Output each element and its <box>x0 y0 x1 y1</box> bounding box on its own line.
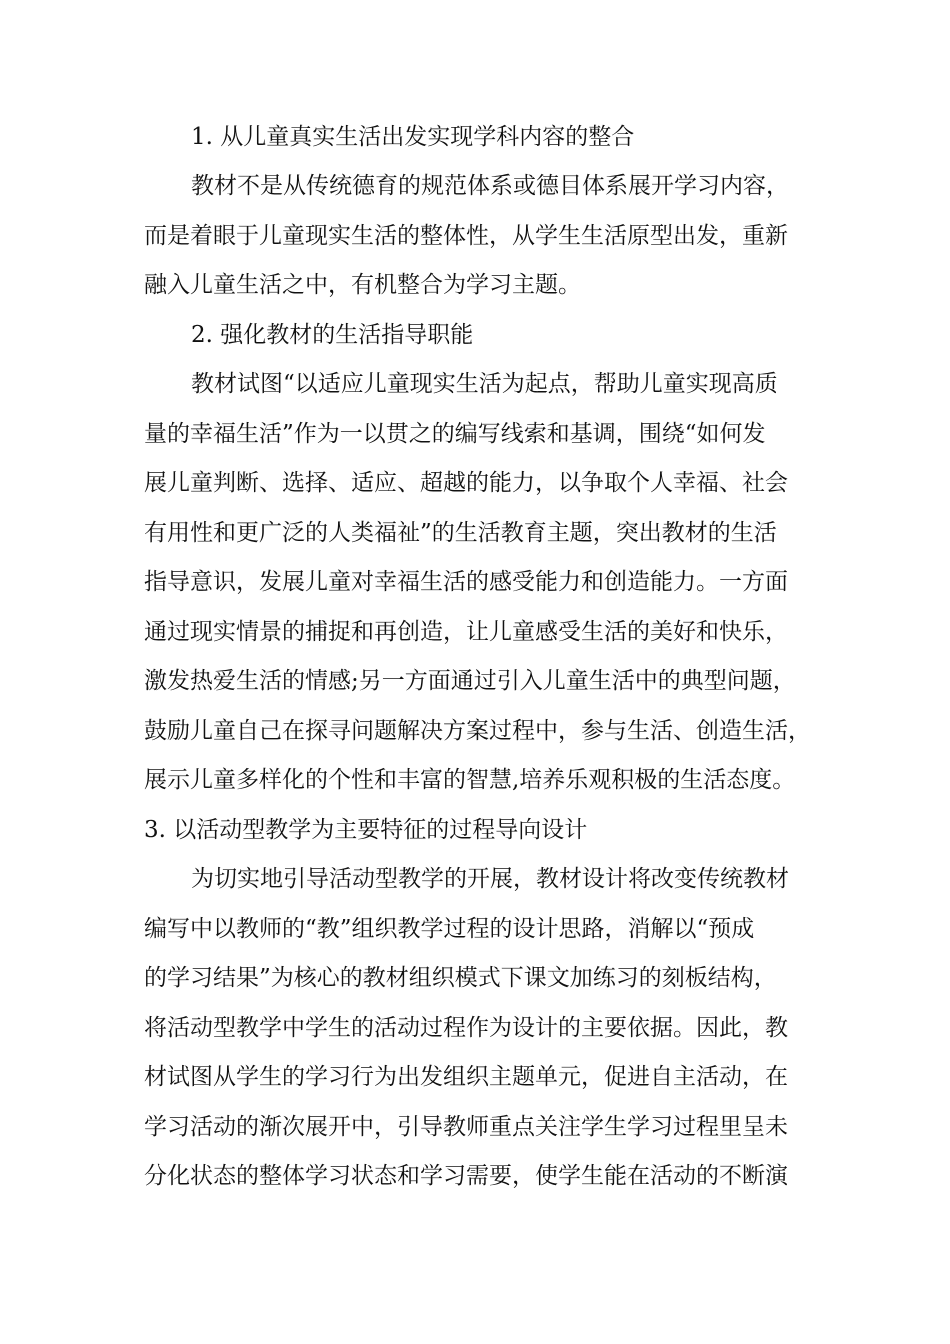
paragraph-2-line-1: 教材试图“以适应儿童现实生活为起点，帮助儿童实现高质 <box>191 371 778 397</box>
paragraph-3-line-2: 编写中以教师的“教”组织教学过程的设计思路，消解以“预成 <box>144 916 755 942</box>
paragraph-2-line-3: 展儿童判断、选择、适应、超越的能力，以争取个人幸福、社会 <box>144 470 788 496</box>
heading-3: 3. 以活动型教学为主要特征的过程导向设计 <box>144 817 588 843</box>
paragraph-3-line-1: 为切实地引导活动型教学的开展，教材设计将改变传统教材 <box>191 866 789 892</box>
paragraph-2-line-5: 指导意识，发展儿童对幸福生活的感受能力和创造能力。一方面 <box>144 569 788 595</box>
paragraph-2-line-8: 鼓励儿童自己在探寻问题解决方案过程中，参与生活、创造生活， <box>144 718 811 744</box>
heading-1: 1. 从儿童真实生活出发实现学科内容的整合 <box>191 124 635 150</box>
paragraph-3-line-4: 将活动型教学中学生的活动过程作为设计的主要依据。因此，教 <box>144 1015 788 1041</box>
paragraph-2-line-4: 有用性和更广泛的人类福祉”的生活教育主题，突出教材的生活 <box>144 520 777 546</box>
heading-2: 2. 强化教材的生活指导职能 <box>191 322 474 348</box>
paragraph-2-line-6: 通过现实情景的捕捉和再创造，让儿童感受生活的美好和快乐， <box>144 619 788 645</box>
paragraph-3-line-5: 材试图从学生的学习行为出发组织主题单元，促进自主活动，在 <box>144 1064 788 1090</box>
paragraph-2-line-9: 展示儿童多样化的个性和丰富的智慧,培养乐观积极的生活态度。 <box>144 767 796 793</box>
paragraph-2-line-2: 量的幸福生活”作为一以贯之的编写线索和基调，围绕“如何发 <box>144 421 766 447</box>
paragraph-2-line-7: 激发热爱生活的情感;另一方面通过引入儿童生活中的典型问题， <box>144 668 796 694</box>
paragraph-3-line-6: 学习活动的渐次展开中，引导教师重点关注学生学习过程里呈未 <box>144 1114 788 1140</box>
paragraph-1-line-2: 而是着眼于儿童现实生活的整体性，从学生生活原型出发，重新 <box>144 223 788 249</box>
paragraph-1-line-1: 教材不是从传统德育的规范体系或德目体系展开学习内容， <box>191 173 789 199</box>
paragraph-3-line-3: 的学习结果”为核心的教材组织模式下课文加练习的刻板结构， <box>144 965 777 991</box>
paragraph-3-line-7: 分化状态的整体学习状态和学习需要，使学生能在活动的不断演 <box>144 1163 788 1189</box>
paragraph-1-line-3: 融入儿童生活之中，有机整合为学习主题。 <box>144 272 581 298</box>
